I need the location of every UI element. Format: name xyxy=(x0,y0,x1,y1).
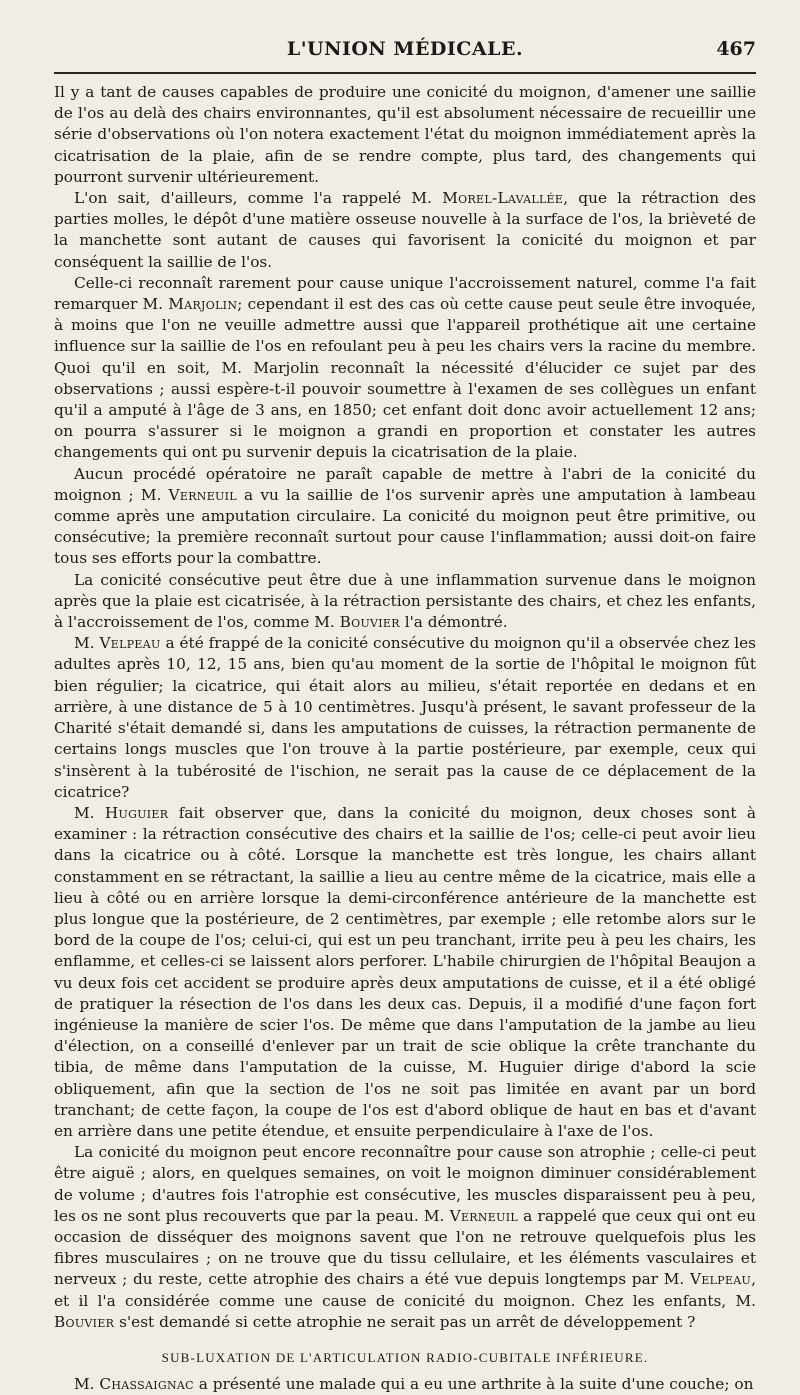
paragraph xyxy=(54,273,756,464)
text-run: a rappelé que ceux qui ont eu occasion de disséquer des moignons savent que l'on ne retrouve quelquefois plus les fibres musculaires ; on ne trouve que du tissu cellulaire, et les éléments vasculaires et nerveux ; du reste, cette atrophie des chairs a été vue depuis longtemps par M. xyxy=(54,1206,756,1289)
author-name: Verneuil xyxy=(168,485,237,504)
article-body xyxy=(54,82,756,1395)
section-heading: SUB-LUXATION DE L'ARTICULATION RADIO-CUBITALE INFÉRIEURE. xyxy=(161,1349,649,1365)
text-run: a été frappé de la conicité consécutive du moignon qu'il a observée chez les adultes après 10, 12, 15 ans, bien qu'au moment de la sortie de l'hôpital le moignon fût bien régulier; la cicatrice, qui était alors au milieu, s'était reportée en dedans et en arrière, à une distance de 5 à 10 centimètres. Jusqu'à présent, le savant professeur de la Charité s'était demandé si, dans les amputations de cuisses, la rétraction permanente de certains longs muscles que l'on trouve à la partie postérieure, par exemple, ceux qui s'insèrent à la tubérosité de l'ischion, ne serait pas la cause de ce déplacement de la cicatrice? xyxy=(54,634,757,801)
author-name: Velpeau xyxy=(99,634,161,653)
text-run: ; cependant il est des cas où cette cause peut seule être invoquée, à moins que l'on ne veuille admettre aussi que l'appareil prothétique ait une certaine influence sur la saillie de l'os en refoulant peu à peu les chairs vers la racine du membre. Quoi qu'il en soit, M. Marjolin reconnaît la nécessité d'élucider ce sujet par des observations ; aussi espère-t-il pouvoir soumettre à l'examen de ses collègues un enfant qu'il a amputé à l'âge de 3 ans, en 1850; cet enfant doit donc avoir actuellement 12 ans; on pourra s'assurer si le moignon a grandi en proportion et constater les autres changements qui ont pu survenir depuis la cicatrisation de la plaie. xyxy=(54,295,756,462)
text-run: M. xyxy=(74,1375,100,1394)
page-number: 467 xyxy=(716,38,756,60)
author-name: Huguier xyxy=(104,803,169,822)
paragraph xyxy=(54,1142,756,1333)
author-name: Morel-Lavallée xyxy=(442,189,564,208)
running-title: L'UNION MÉDICALE. xyxy=(286,38,524,60)
text-run: l'a démontré. xyxy=(399,613,508,632)
closing-paragraph-container xyxy=(54,1374,756,1395)
author-name: Bouvier xyxy=(339,613,400,632)
text-run: M. xyxy=(74,634,100,653)
paragraph xyxy=(54,803,756,1142)
text-run: La conicité consécutive peut être due à une inflammation survenue dans le moignon après que la plaie est cicatrisée, à la rétraction persistante des chairs, et chez les enfants, à l'accroissement de l'os, comme M. xyxy=(54,570,756,632)
author-name: Verneuil xyxy=(449,1206,518,1225)
closing-paragraph xyxy=(54,1374,756,1395)
text-run: M. xyxy=(74,803,105,822)
paragraph xyxy=(54,82,756,188)
header-rule xyxy=(54,72,756,74)
text-run: Il y a tant de causes capables de produire une conicité du moignon, d'amener une saillie de l'os au delà des chairs environnantes, qu'il est absolument nécessaire de recueillir une série d'observations où l'on notera exactement l'état du moignon immédiatement après la cicatrisation de la plaie, afin de se rendre compte, plus tard, des changements qui pourront survenir ultérieurement. xyxy=(54,83,756,186)
text-run: Aucun procédé opératoire ne paraît capable de mettre à l'abri de la conicité du moignon ; M. xyxy=(54,464,756,504)
author-name: Marjolin xyxy=(168,295,238,314)
paragraph xyxy=(54,464,756,570)
page-header xyxy=(54,32,756,72)
paragraph xyxy=(54,188,756,273)
text-run: Celle-ci reconnaît rarement pour cause unique l'accroissement naturel, comme l'a fait remarquer M. xyxy=(54,273,756,314)
paragraph-list xyxy=(54,82,756,1333)
text-run: a présenté une malade qui a eu une arthrite à la suite d'une couche; on xyxy=(193,1375,754,1394)
text-run: , que la rétraction des parties molles, le dépôt d'une matière osseuse nouvelle à la surface de l'os, la brièveté de la manchette sont autant de causes qui favorisent la conicité du moignon et par conséquent la saillie de l'os. xyxy=(54,189,756,271)
paragraph xyxy=(54,570,756,634)
paragraph xyxy=(54,633,756,803)
text-run: fait observer que, dans la conicité du moignon, deux choses sont à examiner : la rétraction consécutive des chairs et la saillie de l'os; celle-ci peut avoir lieu dans la cicatrice ou à côté. Lorsque la manchette est très longue, les chairs allant constamment en se rétractant, la saillie a lieu au centre même de la cicatrice, mais elle a lieu à côté ou en arrière lorsque la demi-circonférence antérieure de la manchette est plus longue que la postérieure, de 2 centimètres, par exemple ; elle retombe alors sur le bord de la coupe de l'os; celui-ci, qui est un peu tranchant, irrite peu à peu les chairs, les enflamme, et celles-ci se laissent alors perforer. L'habile chirurgien de l'hôpital Beaujon a vu deux fois cet accident se produire après deux amputations de cuisse, et il a été obligé de pratiquer la résection de l'os dans les deux cas. Depuis, il a modifié d'une façon fort ingénieuse la manière de scier l'os. De même que dans l'amputation de la jambe au lieu d'élection, on a conseillé d'enlever par un trait de scie oblique la crête tranchante du tibia, de même dans l'amputation de la cuisse, M. Huguier dirige d'abord la scie obliquement, afin que la section de l'os ne soit pas limitée en avant par un bord tranchant; de cette façon, la coupe de l'os est d'abord oblique de haut en bas et d'avant en arrière dans une petite étendue, et ensuite perpendiculaire à l'axe de l'os. xyxy=(54,803,756,1140)
author-name: Chassaignac xyxy=(99,1375,194,1394)
text-run: a vu la saillie de l'os survenir après une amputation à lambeau comme après une amputation circulaire. La conicité du moignon peut être primitive, ou consécutive; la première reconnaît surtout pour cause l'inflammation; aussi doit-on faire tous ses efforts pour la combattre. xyxy=(54,485,756,568)
text-run: s'est demandé si cette atrophie ne serait pas un arrêt de développement ? xyxy=(114,1312,696,1331)
text-run: La conicité du moignon peut encore reconnaître pour cause son atrophie ; celle-ci peut être aiguë ; alors, en quelques semaines, on voit le moignon diminuer considérablement de volume ; d'autres fois l'atrophie est consécutive, les muscles disparaissent peu à peu, les os ne sont plus recouverts que par la peau. M. xyxy=(54,1143,756,1225)
author-name: Velpeau xyxy=(689,1270,752,1289)
text-run: , et il l'a considérée comme une cause de conicité du moignon. Chez les enfants, M. xyxy=(54,1270,756,1310)
text-run: L'on sait, d'ailleurs, comme l'a rappelé M. xyxy=(74,189,443,208)
author-name: Bouvier xyxy=(54,1312,115,1331)
